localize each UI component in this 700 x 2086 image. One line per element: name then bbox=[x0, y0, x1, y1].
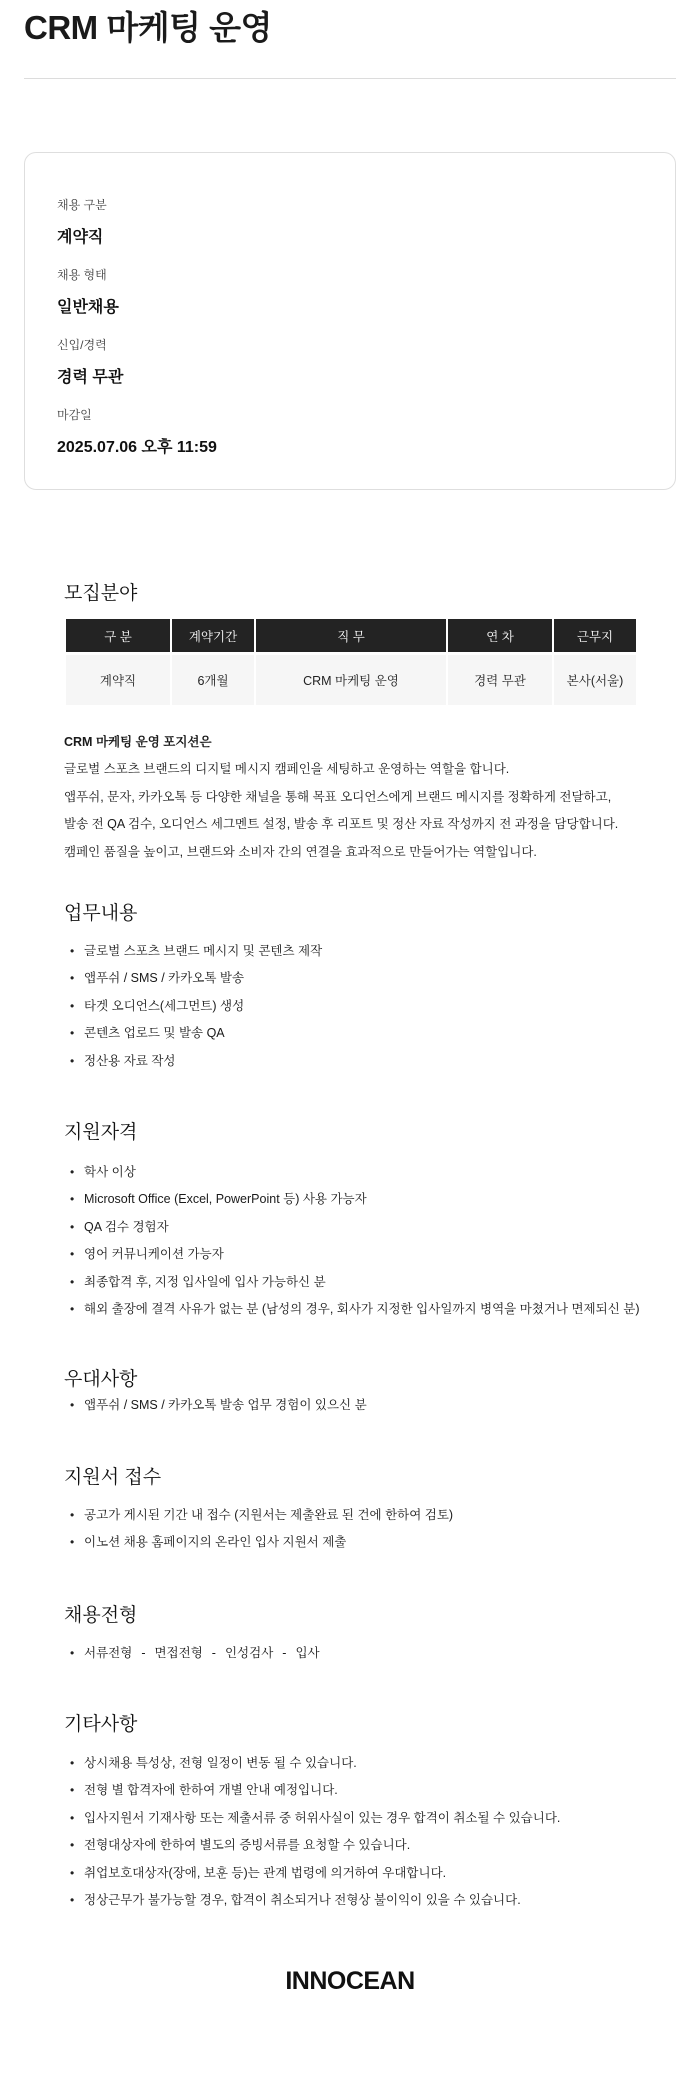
table-cell: 계약직 bbox=[66, 652, 170, 705]
intro-line: 발송 전 QA 검수, 오디언스 세그멘트 설정, 발송 후 리포트 및 정산 자료 작성까지 전 과정을 담당합니다. bbox=[64, 817, 619, 831]
table-header-row bbox=[66, 619, 636, 652]
field-label: 신입/경력 bbox=[57, 338, 107, 352]
innocean-logo: INNOCEAN bbox=[285, 1967, 415, 1995]
table-header-cell: 연 차 bbox=[448, 619, 552, 652]
list-item: • 상시채용 특성상, 전형 일정이 변동 될 수 있습니다. bbox=[64, 1755, 560, 1782]
summary-field-deadline bbox=[57, 406, 217, 457]
intro-line: 캠페인 품질을 높이고, 브랜드와 소비자 간의 연결을 효과적으로 만들어가는 역할입니다. bbox=[64, 845, 537, 859]
list-item: • 취업보호대상자(장애, 보훈 등)는 관계 법령에 의거하여 우대합니다. bbox=[64, 1865, 560, 1892]
process-separator: - bbox=[282, 1646, 287, 1660]
intro-line: CRM 마케팅 운영 포지션은 bbox=[64, 735, 212, 749]
intro-line: 글로벌 스포츠 브랜드의 디지털 메시지 캠페인을 세팅하고 운영하는 역할을 합니다. bbox=[64, 762, 510, 776]
process-separator: - bbox=[211, 1646, 216, 1660]
page-title: CRM 마케팅 운영 bbox=[24, 9, 272, 46]
list-item: • 타겟 오디언스(세그먼트) 생성 bbox=[64, 998, 322, 1025]
list-item: • 이노션 채용 홈페이지의 온라인 입사 지원서 제출 bbox=[64, 1534, 453, 1561]
process-step: 입사 bbox=[295, 1646, 320, 1660]
section-heading-application: 지원서 접수 bbox=[64, 1467, 162, 1488]
section-heading-qualifications: 지원자격 bbox=[64, 1122, 138, 1143]
list-item: • 공고가 게시된 기간 내 접수 (지원서는 제출완료 된 건에 한하여 검토) bbox=[64, 1507, 453, 1534]
field-label: 채용 구분 bbox=[57, 198, 107, 212]
section-heading-recruit: 모집분야 bbox=[64, 583, 138, 604]
summary-field-hiring-form bbox=[57, 266, 119, 317]
table-header-cell: 구 분 bbox=[66, 619, 170, 652]
table-cell: 6개월 bbox=[172, 652, 254, 705]
list-item: • 영어 커뮤니케이션 가능자 bbox=[64, 1246, 640, 1273]
recruit-table bbox=[64, 619, 638, 705]
list-item: • 앱푸쉬 / SMS / 카카오톡 발송 업무 경험이 있으신 분 bbox=[64, 1397, 367, 1424]
section-heading-preferred: 우대사항 bbox=[64, 1369, 138, 1390]
list-item: • 입사지원서 기재사항 또는 제출서류 중 허위사실이 있는 경우 합격이 취소될 수 있습니다. bbox=[64, 1810, 560, 1837]
etc-list bbox=[64, 1755, 560, 1919]
process-step: 인성검사 bbox=[224, 1646, 274, 1660]
table-cell: 본사(서울) bbox=[554, 652, 636, 705]
process-steps bbox=[64, 1645, 320, 1672]
field-value: 2025.07.06 오후 11:59 bbox=[57, 439, 217, 456]
list-item: • 해외 출장에 결격 사유가 없는 분 (남성의 경우, 회사가 지정한 입사일까지 병역을 마쳤거나 면제되신 분) bbox=[64, 1301, 640, 1328]
list-item: • Microsoft Office (Excel, PowerPoint 등) 사용 가능자 bbox=[64, 1191, 640, 1218]
list-item: • 정산용 자료 작성 bbox=[64, 1053, 322, 1080]
list-item: • 글로벌 스포츠 브랜드 메시지 및 콘텐츠 제작 bbox=[64, 943, 322, 970]
section-heading-etc: 기타사항 bbox=[64, 1714, 138, 1735]
table-header-cell: 계약기간 bbox=[172, 619, 254, 652]
process-step: 서류전형 bbox=[84, 1646, 133, 1660]
list-item: • 최종합격 후, 지정 입사일에 입사 가능하신 분 bbox=[64, 1274, 640, 1301]
field-label: 마감일 bbox=[57, 408, 92, 422]
summary-field-career bbox=[57, 336, 123, 387]
table-header-cell: 직 무 bbox=[256, 619, 446, 652]
section-heading-process: 채용전형 bbox=[64, 1605, 138, 1626]
summary-card bbox=[24, 152, 676, 490]
preferred-list bbox=[64, 1397, 367, 1424]
application-list bbox=[64, 1507, 453, 1562]
list-item: • 콘텐츠 업로드 및 발송 QA bbox=[64, 1025, 322, 1052]
list-item: • 앱푸쉬 / SMS / 카카오톡 발송 bbox=[64, 970, 322, 997]
title-divider bbox=[24, 78, 676, 79]
table-row bbox=[66, 652, 636, 705]
field-value: 계약직 bbox=[57, 229, 104, 246]
field-value: 일반채용 bbox=[57, 299, 119, 316]
qualifications-list bbox=[64, 1164, 640, 1328]
duties-list bbox=[64, 943, 322, 1080]
field-value: 경력 무관 bbox=[57, 369, 124, 386]
table-cell: CRM 마케팅 운영 bbox=[256, 652, 446, 705]
list-item: • 전형대상자에 한하여 별도의 증빙서류를 요청할 수 있습니다. bbox=[64, 1837, 560, 1864]
list-item: • 학사 이상 bbox=[64, 1164, 640, 1191]
process-step: 면접전형 bbox=[154, 1646, 203, 1660]
process-list bbox=[64, 1645, 320, 1672]
list-item: • 정상근무가 불가능할 경우, 합격이 취소되거나 전형상 불이익이 있을 수 있습니다. bbox=[64, 1892, 560, 1919]
section-heading-duties: 업무내용 bbox=[64, 903, 138, 924]
list-item: • 전형 별 합격자에 한하여 개별 안내 예정입니다. bbox=[64, 1782, 560, 1809]
field-label: 채용 형태 bbox=[57, 268, 107, 282]
list-item: • QA 검수 경험자 bbox=[64, 1219, 640, 1246]
process-separator: - bbox=[141, 1646, 146, 1660]
intro-line: 앱푸쉬, 문자, 카카오톡 등 다양한 채널을 통해 목표 오디언스에게 브랜드 메시지를 정확하게 전달하고, bbox=[64, 790, 612, 804]
summary-field-employment-type bbox=[57, 196, 107, 247]
table-header-cell: 근무지 bbox=[554, 619, 636, 652]
table-cell: 경력 무관 bbox=[448, 652, 552, 705]
